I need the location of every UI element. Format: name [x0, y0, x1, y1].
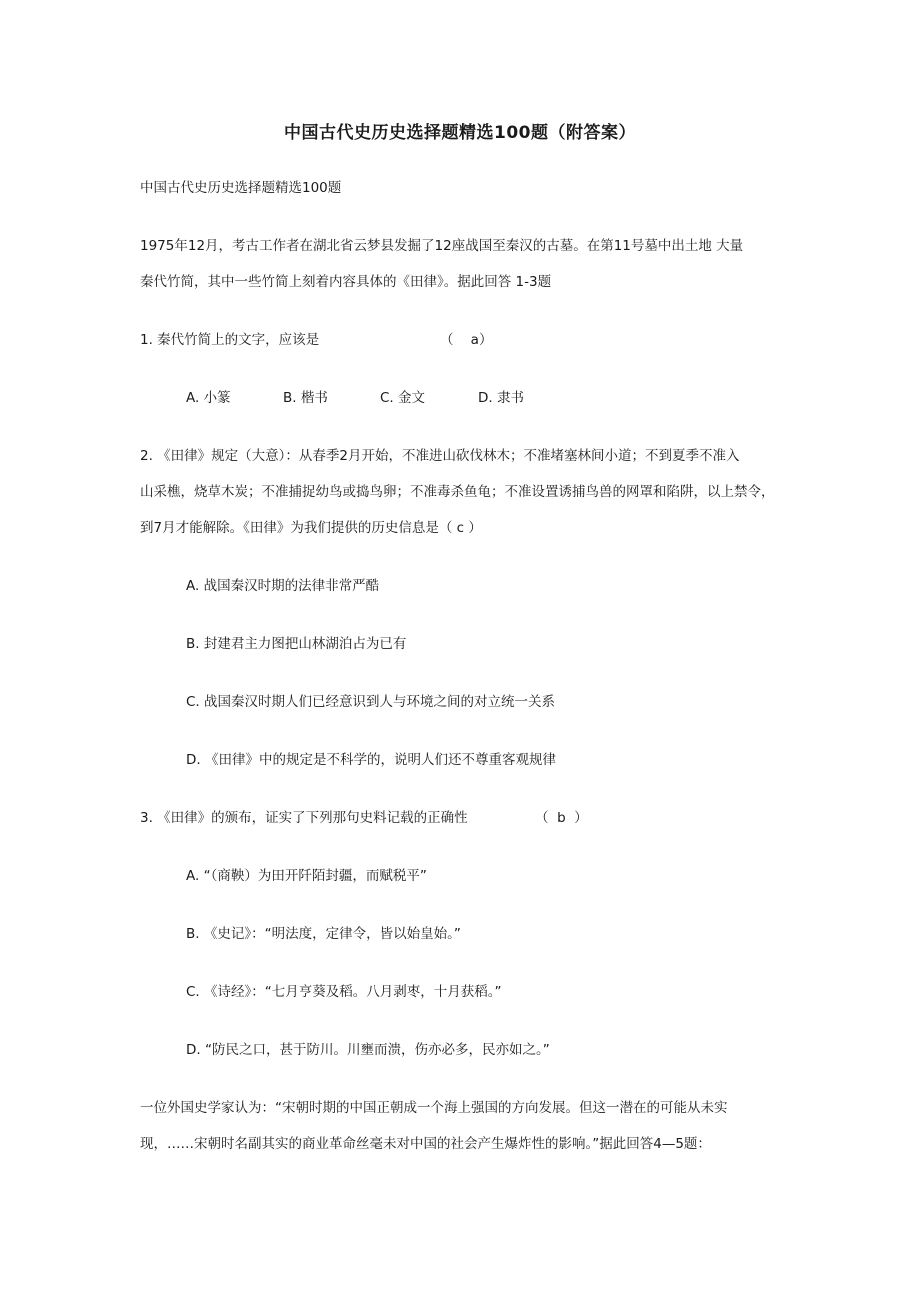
question-3-option: B. 《史记》：“明法度，定律令，皆以始皇始。”: [186, 926, 461, 942]
question-3-stem: 3. 《田律》的颁布，证实了下列那句史料记载的正确性: [140, 810, 468, 826]
question-1-stem: 1. 秦代竹简上的文字，应该是: [140, 332, 320, 348]
question-2-stem-line: 2. 《田律》规定（大意）：从春季2月开始，不准进山砍伐林木；不准堵塞林间小道；不到夏季不准入: [140, 448, 740, 464]
question-3-option: C. 《诗经》：“七月亨葵及稻。八月剥枣，十月获稻。”: [186, 984, 502, 1000]
question-2-stem-line: 到7月才能解除。《田律》为我们提供的历史信息是（ c ）: [140, 520, 482, 536]
question-3-answer: （ b ）: [535, 810, 588, 826]
question-1-option: A. 小篆: [186, 390, 231, 406]
intro-paragraph-line: 一位外国史学家认为：“宋朝时期的中国正朝成一个海上强国的方向发展。但这一潜在的可能从未实: [140, 1100, 728, 1116]
subtitle: 中国古代史历史选择题精选100题: [140, 180, 342, 196]
question-1-answer: （ a）: [440, 332, 493, 348]
intro-paragraph-line: 1975年12月，考古工作者在湖北省云梦县发掘了12座战国至秦汉的古墓。在第11号墓中出土地 大量: [140, 238, 744, 254]
question-2-stem-line: 山采樵，烧草木炭；不准捕捉幼鸟或捣鸟卵；不准毒杀鱼龟；不准设置诱捕鸟兽的网罩和陷阱，以上禁令，: [140, 484, 775, 500]
question-3-option: A. “（商鞅）为田开阡陌封疆，而赋税平”: [186, 868, 427, 884]
intro-paragraph-line: 秦代竹简，其中一些竹简上刻着内容具体的《田律》。据此回答 1-3题: [140, 274, 552, 290]
question-1-option: C. 金文: [380, 390, 426, 406]
question-2-option: B. 封建君主力图把山林湖泊占为已有: [186, 636, 407, 652]
question-3-option: D. “防民之口，甚于防川。川壅而溃，伤亦必多，民亦如之。”: [186, 1042, 550, 1058]
document-title: 中国古代史历史选择题精选100题（附答案）: [284, 123, 636, 143]
intro-paragraph-line: 现，……宋朝时名副其实的商业革命丝毫未对中国的社会产生爆炸性的影响。”据此回答4—5题：: [140, 1136, 711, 1152]
question-1-option: D. 隶书: [478, 390, 524, 406]
question-1-option: B. 楷书: [283, 390, 328, 406]
question-2-option: A. 战国秦汉时期的法律非常严酷: [186, 578, 380, 594]
question-2-option: D. 《田律》中的规定是不科学的，说明人们还不尊重客观规律: [186, 752, 556, 768]
question-2-option: C. 战国秦汉时期人们已经意识到人与环境之间的对立统一关系: [186, 694, 556, 710]
